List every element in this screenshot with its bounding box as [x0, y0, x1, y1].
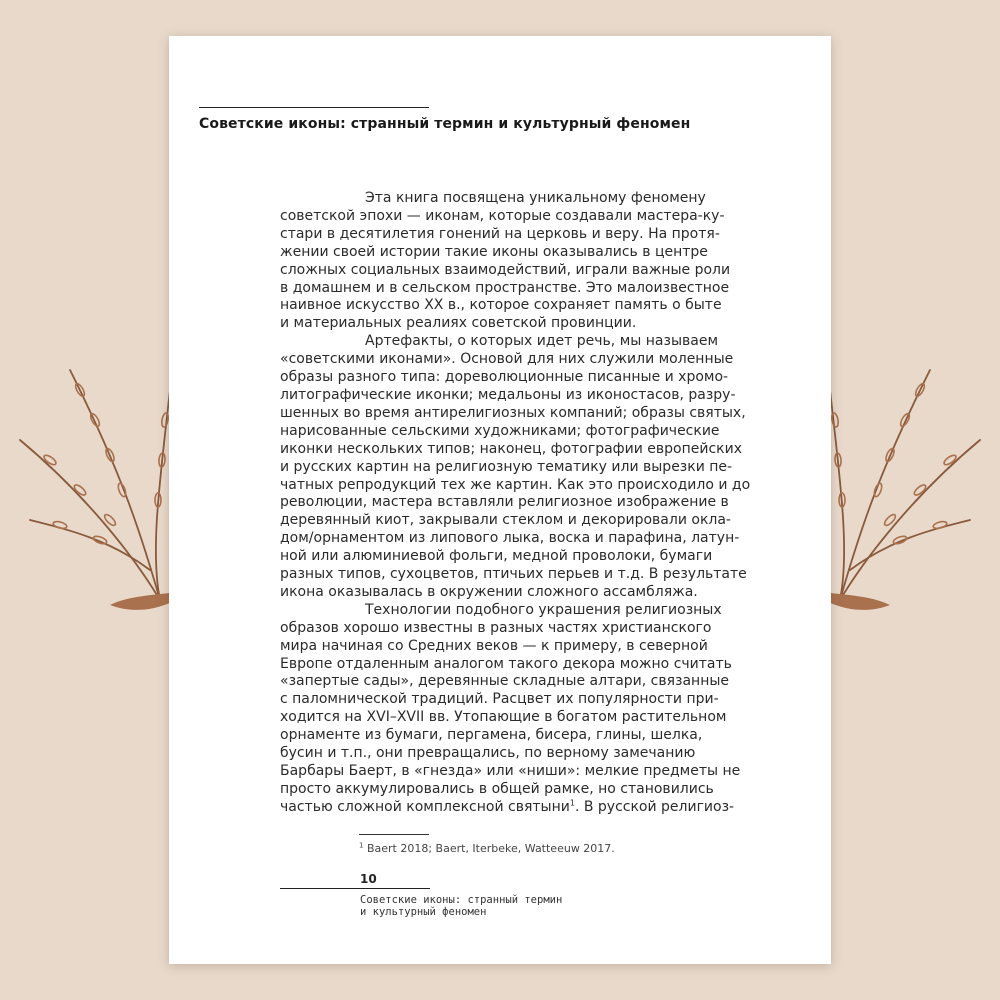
body-line: разных типов, сухоцветов, птичьих перьев и т.д. В результате — [280, 566, 747, 583]
footnote-marker: 1 — [359, 841, 364, 850]
body-line: в домашнем и в сельском пространстве. Это малоизвестное — [280, 279, 730, 296]
body-line-text: . В русской религиоз- — [574, 798, 735, 815]
body-line: наивное искусство XX в., которое сохраняет память о быте — [280, 297, 722, 314]
willow-branch-right-icon — [820, 330, 990, 630]
running-footer — [360, 894, 660, 918]
body-line: дом/орнаментом из липового лыка, воска и парафина, латун- — [280, 530, 740, 547]
body-line: шенных во время антирелигиозных компаний; образы святых, — [280, 404, 746, 421]
body-line: ной или алюминиевой фольги, медной проволоки, бумаги — [280, 548, 713, 565]
body-line: Барбары Баерт, в «гнезда» или «ниши»: мелкие предметы не — [280, 763, 741, 779]
body-line: Артефакты, о которых идет речь, мы называем — [365, 333, 719, 350]
body-line: Эта книга посвящена уникальному феномену — [365, 190, 706, 206]
body-line: стари в десятилетия гонений на церковь и веру. На протя- — [280, 225, 720, 242]
running-footer-line: Советские иконы: странный термин — [360, 894, 563, 906]
body-line: нарисованные сельскими художниками; фотографические — [280, 422, 720, 439]
body-line: бусин и т.п., они превращались, по верному замечанию — [280, 745, 696, 762]
footer-rule — [280, 888, 430, 889]
running-footer-line: и культурный феномен — [360, 906, 487, 918]
body-line: литографические иконки; медальоны из иконостасов, разру- — [280, 386, 736, 403]
header-rule — [199, 107, 429, 108]
body-line: с паломнической традиций. Расцвет их популярности при- — [280, 691, 719, 708]
body-line: образы разного типа: дореволюционные писанные и хромо- — [280, 369, 729, 386]
body-line: мира начиная со Средних веков — к примеру, в северной — [280, 637, 708, 654]
footnote-rule — [359, 834, 429, 835]
body-line-text: частью сложной комплексной святыни — [280, 798, 570, 815]
page-number: 10 — [360, 872, 377, 886]
body-line: иконки нескольких типов; наконец, фотографии европейских — [280, 440, 743, 457]
body-line: деревянный киот, закрывали стеклом и декорировали оклa- — [280, 512, 731, 529]
body-line: образов хорошо известны в разных частях христианского — [280, 619, 712, 636]
body-line: икона оказывалась в окружении сложного ассамбляжа. — [280, 583, 698, 600]
body-line: жении своей истории такие иконы оказывались в центре — [280, 243, 708, 260]
body-line: «советскими иконами». Основой для них служили моленные — [280, 351, 734, 368]
footnote-text: Baert 2018; Baert, Iterbeke, Watteeuw 2017. — [366, 842, 615, 855]
body-line: сложных социальных взаимодействий, играли важные роли — [280, 261, 731, 278]
willow-branch-left-icon — [10, 330, 180, 630]
body-line — [280, 799, 756, 817]
footnote — [359, 842, 759, 855]
body-line: и русских картин на религиозную тематику или вырезки пе- — [280, 458, 733, 475]
body-line: и материальных реалиях советской провинции. — [280, 315, 637, 332]
body-line: революции, мастера вставляли религиозное изображение в — [280, 494, 729, 511]
body-line: орнаменте из бумаги, пергамена, бисера, глины, шелка, — [280, 727, 703, 744]
body-text — [280, 190, 756, 817]
chapter-title: Советские иконы: странный термин и культурный феномен — [199, 116, 691, 132]
body-line: Европе отдаленным аналогом такого декора можно считать — [280, 655, 732, 672]
body-line: Технологии подобного украшения религиозных — [365, 601, 722, 618]
body-line: «запертые сады», деревянные складные алтари, связанные — [280, 673, 730, 690]
body-line: советской эпохи — иконам, которые создавали мастера-ку- — [280, 207, 725, 224]
book-page — [169, 36, 831, 964]
body-line: просто аккумулировались в общей рамке, но становились — [280, 780, 714, 797]
body-line: чатных репродукций тех же картин. Как это происходило и до — [280, 476, 751, 493]
body-line: ходится на XVI–XVII вв. Утопающие в богатом растительном — [280, 709, 727, 726]
footnote-reference[interactable]: 1 — [569, 798, 575, 808]
